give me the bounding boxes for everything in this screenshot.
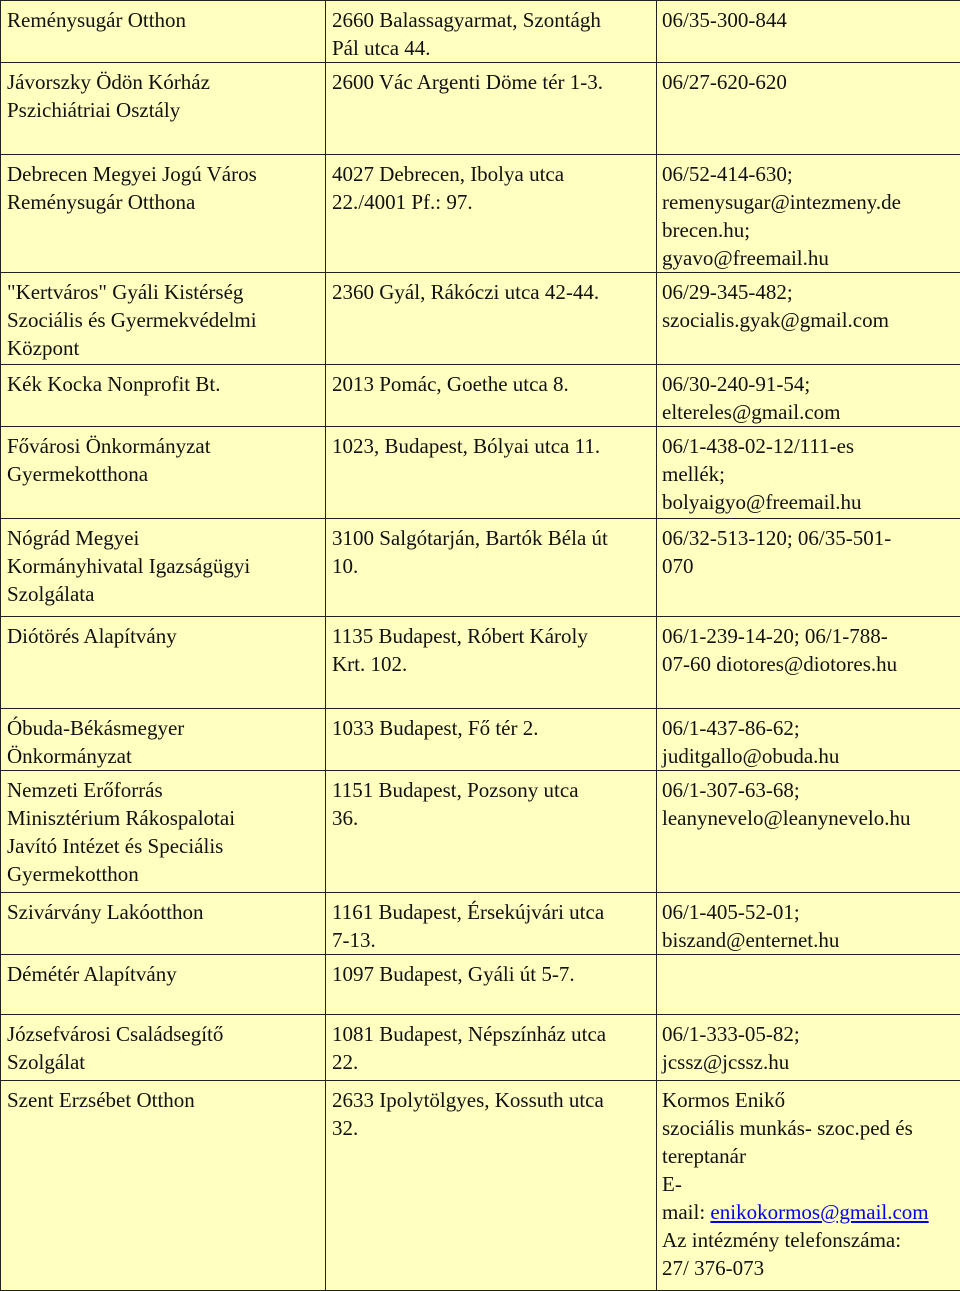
institution-contact: 06/52-414-630; remenysugar@intezmeny.de brecen.hu; gyavo@freemail.hu [657,155,960,273]
institution-name: Reménysugár Otthon [1,1,326,63]
table-row [1,1081,960,1291]
institution-contact: 06/32-513-120; 06/35-501- 070 [657,519,960,617]
table-body [1,1,960,1291]
institution-name: Nemzeti Erőforrás Minisztérium Rákospalotai Javító Intézet és Speciális Gyermekotthon [1,771,326,893]
institution-contact: 06/29-345-482; szocialis.gyak@gmail.com [657,273,960,365]
email-link[interactable]: enikokormos@gmail.com [710,1200,928,1224]
institution-name: Jávorszky Ödön Kórház Pszichiátriai Osztály [1,63,326,155]
email-label: E- [662,1170,954,1198]
table-row [1,365,960,427]
institution-address: 3100 Salgótarján, Bartók Béla út 10. [326,519,657,617]
institution-name: Józsefvárosi Családsegítő Szolgálat [1,1015,326,1081]
institution-contact: 06/35-300-844 [657,1,960,63]
institution-name: "Kertváros" Gyáli Kistérség Szociális és Gyermekvédelmi Központ [1,273,326,365]
email-line [662,1198,954,1226]
institution-contact: 06/1-239-14-20; 06/1-788- 07-60 diotores@diotores.hu [657,617,960,709]
institution-address: 2013 Pomác, Goethe utca 8. [326,365,657,427]
institution-name: Óbuda-Békásmegyer Önkormányzat [1,709,326,771]
institution-contact: 06/30-240-91-54; eltereles@gmail.com [657,365,960,427]
institution-name: Démétér Alapítvány [1,955,326,1015]
table-row [1,893,960,955]
institution-address: 1161 Budapest, Érsekújvári utca 7-13. [326,893,657,955]
table-row [1,63,960,155]
table-row [1,1,960,63]
table-row [1,155,960,273]
table-row [1,519,960,617]
institution-contact: 06/1-438-02-12/111-es mellék; bolyaigyo@freemail.hu [657,427,960,519]
institution-contact: 06/27-620-620 [657,63,960,155]
institution-address: 2360 Gyál, Rákóczi utca 42-44. [326,273,657,365]
institution-name: Nógrád Megyei Kormányhivatal Igazságügyi Szolgálata [1,519,326,617]
institution-address: 2633 Ipolytölgyes, Kossuth utca 32. [326,1081,657,1291]
institution-name: Kék Kocka Nonprofit Bt. [1,365,326,427]
phone-label: Az intézmény telefonszáma: [662,1226,954,1254]
institution-name: Diótörés Alapítvány [1,617,326,709]
institution-address: 1135 Budapest, Róbert Károly Krt. 102. [326,617,657,709]
institution-contact: 06/1-405-52-01; biszand@enternet.hu [657,893,960,955]
institution-address: 1151 Budapest, Pozsony utca 36. [326,771,657,893]
institution-name: Szivárvány Lakóotthon [1,893,326,955]
institution-contact: 06/1-437-86-62; juditgallo@obuda.hu [657,709,960,771]
table-row [1,709,960,771]
email-label-cont: mail: [662,1200,710,1224]
table-row [1,617,960,709]
institution-contact [657,1081,960,1291]
contact-role: szociális munkás- szoc.ped és [662,1114,954,1142]
institution-address: 1097 Budapest, Gyáli út 5-7. [326,955,657,1015]
institution-address: 1081 Budapest, Népszínház utca 22. [326,1015,657,1081]
institution-contact: 06/1-307-63-68; leanynevelo@leanynevelo.hu [657,771,960,893]
institution-contact [657,955,960,1015]
institution-address: 4027 Debrecen, Ibolya utca 22./4001 Pf.: 97. [326,155,657,273]
contact-role-cont: tereptanár [662,1142,954,1170]
phone-number: 27/ 376-073 [662,1254,954,1282]
institution-name: Szent Erzsébet Otthon [1,1081,326,1291]
institution-address: 2660 Balassagyarmat, Szontágh Pál utca 44. [326,1,657,63]
institution-contact: 06/1-333-05-82; jcssz@jcssz.hu [657,1015,960,1081]
institution-address: 2600 Vác Argenti Döme tér 1-3. [326,63,657,155]
table-row [1,1015,960,1081]
table-row [1,427,960,519]
contact-person: Kormos Enikő [662,1086,954,1114]
institution-name: Debrecen Megyei Jogú Város Reménysugár Otthona [1,155,326,273]
institution-address: 1033 Budapest, Fő tér 2. [326,709,657,771]
table-row [1,771,960,893]
institution-name: Fővárosi Önkormányzat Gyermekotthona [1,427,326,519]
table-row [1,955,960,1015]
institution-address: 1023, Budapest, Bólyai utca 11. [326,427,657,519]
table-row [1,273,960,365]
